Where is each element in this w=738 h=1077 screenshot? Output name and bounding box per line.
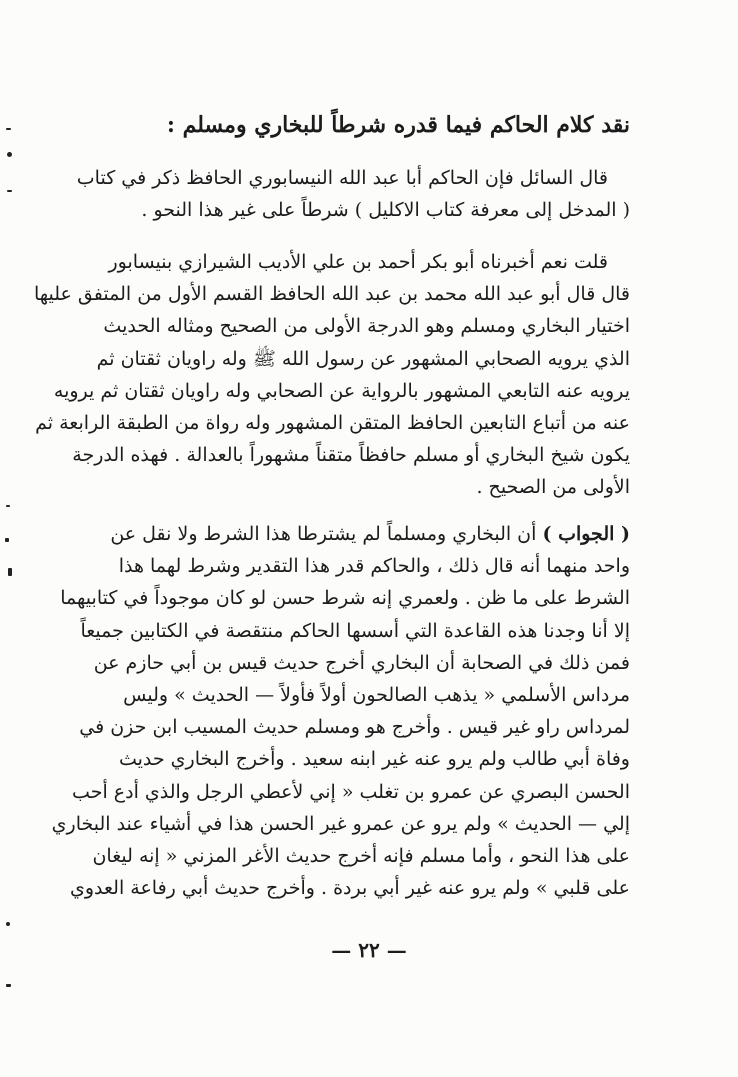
text-line: إلي — الحديث » ولم يرو عن عمرو غير الحسن هذا في أشياء عند البخاري <box>51 812 630 835</box>
text-line: الشرط على ما ظن . ولعمري إنه شرط حسن لو كان موجوداً في كتابيهما <box>60 587 630 610</box>
text-line: ( المدخل إلى معرفة كتاب الاكليل ) شرطاً على غير هذا النحو . <box>141 199 630 222</box>
margin-mark <box>5 538 9 542</box>
text-line: الحسن البصري عن عمرو بن تغلب « إني لأعطي الرجل والذي أدع أحب <box>72 780 630 803</box>
margin-mark <box>7 152 12 157</box>
section-heading: نقد كلام الحاكم فيما قدره شرطاً للبخاري ومسلم : <box>166 112 630 138</box>
text-line: على هذا النحو ، وأما مسلم فإنه أخرج حديث الأغر المزني « إنه ليغان <box>92 845 630 868</box>
text-line: اختيار البخاري ومسلم وهو الدرجة الأولى من الصحيح ومثاله الحديث <box>103 315 630 338</box>
margin-mark <box>6 128 11 130</box>
text-line: قال قال أبو عبد الله محمد بن عبد الله الحافظ القسم الأول من المتفق عليها <box>33 283 630 306</box>
margin-mark <box>6 922 10 926</box>
text-line: إلا أنا وجدنا هذه القاعدة التي أسسها الحاكم منتقصة في الكتابين جميعاً <box>80 619 630 642</box>
answer-label: ( الجواب ) <box>542 523 630 545</box>
text-line: فمن ذلك في الصحابة أن البخاري أخرج حديث قيس بن أبي حازم عن <box>93 651 630 674</box>
text-line: عنه من أتباع التابعين الحافظ المتقن المشهور وله رواة من الطبقة الرابعة ثم <box>35 412 630 435</box>
text-line: لمرداس راو غير قيس . وأخرج هو ومسلم حديث المسيب ابن حزن في <box>79 716 630 739</box>
page-number: — ٢٢ — <box>331 938 407 962</box>
margin-mark <box>8 568 12 576</box>
paragraph-narration <box>33 246 630 504</box>
answer-text: أن البخاري ومسلماً لم يشترطا هذا الشرط ولا نقل عن <box>110 523 537 545</box>
margin-mark <box>6 505 10 507</box>
text-line: يرويه عنه التابعي المشهور بالرواية عن الصحابي وله راويان ثقتان ثم يرويه <box>53 379 630 402</box>
text-line: واحد منهما أنه قال ذلك ، والحاكم قدر هذا التقدير وشرط لهما هذا <box>118 555 630 578</box>
text-line: الأولى من الصحيح . <box>476 476 630 499</box>
text-line: الذي يرويه الصحابي المشهور عن رسول الله ﷺ وله راويان ثقتان ثم <box>96 347 630 370</box>
text-line: على قلبي » ولم يرو عنه غير أبي بردة . وأخرج حديث أبي رفاعة العدوي <box>69 877 630 900</box>
text-line <box>102 518 630 550</box>
margin-mark <box>7 190 12 192</box>
text-line: مرداس الأسلمي « يذهب الصالحون أولاً فأولاً — الحديث » وليس <box>123 684 630 707</box>
paragraph-question <box>76 162 630 226</box>
text-line: وفاة أبي طالب ولم يرو عنه غير ابنه سعيد . وأخرج البخاري حديث <box>118 748 630 771</box>
paragraph-answer <box>51 518 630 904</box>
margin-mark <box>6 984 11 987</box>
text-line: قال السائل فإن الحاكم أبا عبد الله النيسابوري الحافظ ذكر في كتاب <box>76 167 608 189</box>
text-line: يكون شيخ البخاري أو مسلم حافظاً متقناً مشهوراً بالعدالة . فهذه الدرجة <box>72 444 630 467</box>
text-line: قلت نعم أخبرناه أبو بكر أحمد بن علي الأديب الشيرازي بنيسابور <box>108 251 608 273</box>
